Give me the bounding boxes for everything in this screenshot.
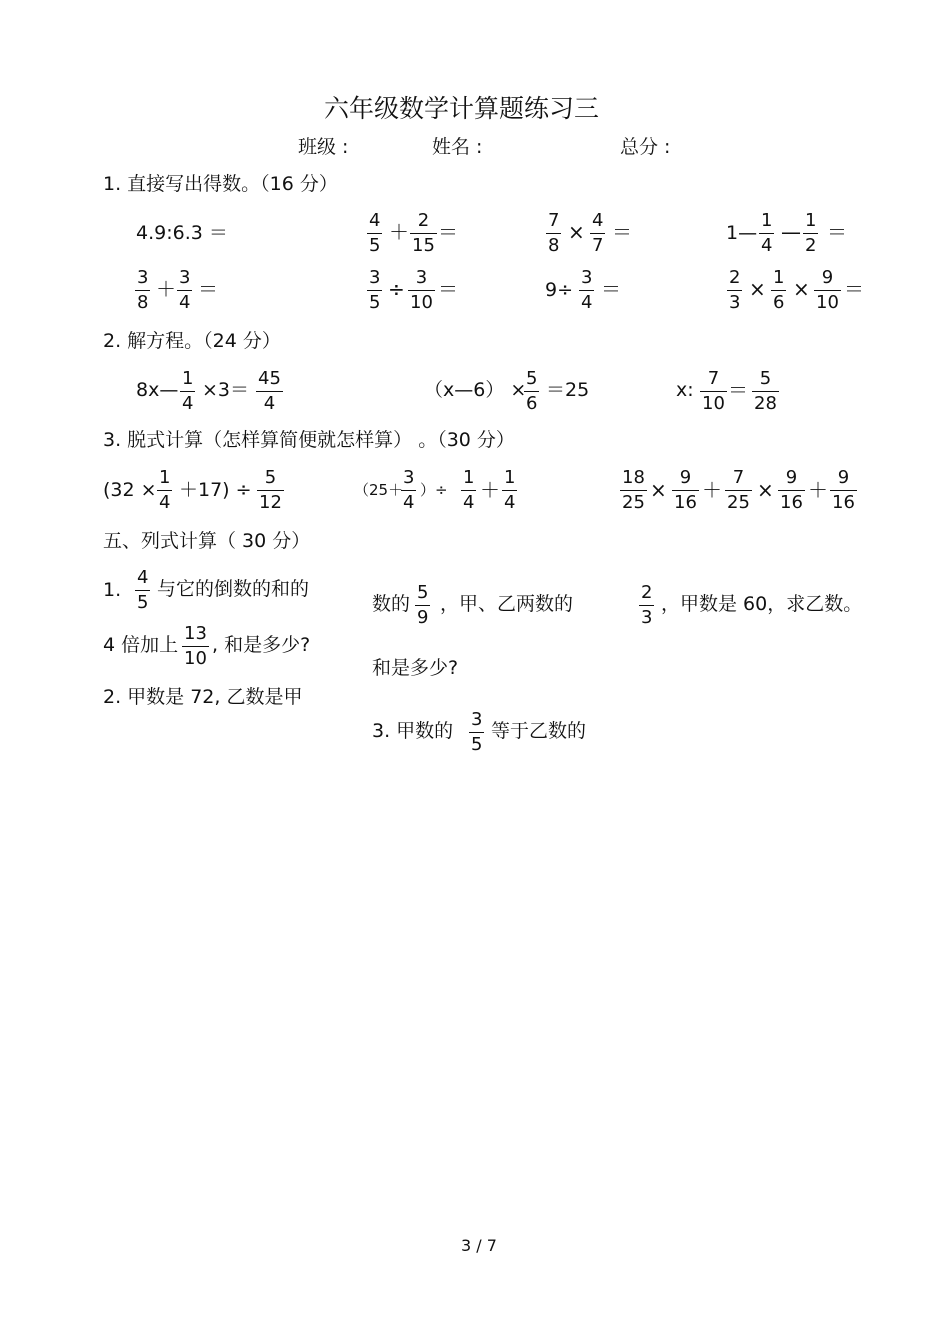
fraction: 3 10 <box>410 267 433 313</box>
fraction: 4 5 <box>137 567 149 613</box>
operator: ＋ <box>808 478 828 502</box>
fraction: 3 5 <box>471 709 483 755</box>
fraction: 5 9 <box>417 582 429 628</box>
fraction: 1 6 <box>773 267 785 313</box>
question-text: 2. 甲数是 72, 乙数是甲 <box>103 686 303 708</box>
section2-heading: 2. 解方程。（24 分） <box>103 330 281 352</box>
fraction: 5 6 <box>526 368 538 414</box>
operator: × <box>568 220 585 244</box>
fraction: 3 4 <box>179 267 191 313</box>
operator: ÷ <box>388 277 405 301</box>
operator: × <box>793 277 810 301</box>
fraction: 7 25 <box>727 467 750 513</box>
fraction: 4 5 <box>369 210 381 256</box>
fraction: 7 10 <box>702 368 725 414</box>
equals-sign: ＝ <box>612 220 632 244</box>
fraction: 5 12 <box>259 467 282 513</box>
fraction: 9 16 <box>780 467 803 513</box>
fraction: 9 10 <box>816 267 839 313</box>
fraction: 2 3 <box>641 582 653 628</box>
section1-heading: 1. 直接写出得数。（16 分） <box>103 173 338 195</box>
fraction: 3 5 <box>369 267 381 313</box>
fraction: 7 8 <box>548 210 560 256</box>
equals-sign: ＝ <box>438 220 458 244</box>
fraction: 18 25 <box>622 467 645 513</box>
fraction: 1 2 <box>805 210 817 256</box>
fraction: 3 4 <box>581 267 593 313</box>
fraction: 1 4 <box>761 210 773 256</box>
question-text: 与它的倒数的和的 <box>157 578 310 600</box>
middle: ）÷ <box>420 481 448 499</box>
equals-sign: ＝ <box>438 277 458 301</box>
question-text: ，甲、乙两数的 <box>440 593 574 615</box>
operator: ＋ <box>480 478 500 502</box>
page-title: 六年级数学计算题练习三 <box>324 94 600 123</box>
problem-1-1: 4.9:6.3 ＝ <box>136 222 228 244</box>
prefix: (32 × <box>103 479 157 501</box>
fraction: 2 15 <box>412 210 435 256</box>
operator: × <box>757 478 774 502</box>
fraction: 1 4 <box>463 467 475 513</box>
question-text: 等于乙数的 <box>491 720 587 742</box>
operator: ＋ <box>702 478 722 502</box>
prefix: x: <box>676 379 694 401</box>
prefix: （25＋ <box>354 481 404 499</box>
equals-sign: ＝ <box>198 277 218 301</box>
operator: × <box>749 277 766 301</box>
question-text: 和是多少? <box>372 657 459 679</box>
fraction: 4 7 <box>592 210 604 256</box>
prefix: 9÷ <box>545 279 574 301</box>
operator: ＋ <box>156 277 176 301</box>
fraction: 2 3 <box>729 267 741 313</box>
fraction: 1 4 <box>159 467 171 513</box>
question-text: 数的 <box>372 593 411 615</box>
equals-sign: ＝ <box>601 277 621 301</box>
fraction: 3 8 <box>137 267 149 313</box>
prefix: 1— <box>726 222 758 244</box>
question-number: 1. <box>103 579 122 601</box>
question-text: ，甲数是 60，求乙数。 <box>661 593 863 615</box>
middle: ×3＝ <box>202 379 250 401</box>
fraction: 13 10 <box>184 623 207 669</box>
fraction: 45 4 <box>258 368 281 414</box>
class-label: 班级 : <box>298 136 349 158</box>
section5-heading: 五、列式计算（ 30 分） <box>103 530 311 552</box>
fraction: 9 16 <box>832 467 855 513</box>
fraction: 5 28 <box>754 368 777 414</box>
equals-sign: ＝ <box>827 220 847 244</box>
fraction: 3 4 <box>403 467 415 513</box>
middle: ＋17) ÷ <box>179 479 252 501</box>
fraction: 1 4 <box>504 467 516 513</box>
operator: ＋ <box>389 220 409 244</box>
fraction: 9 16 <box>674 467 697 513</box>
section3-heading: 3. 脱式计算（怎样算简便就怎样算） 。（30 分） <box>103 429 515 451</box>
question-text: , 和是多少? <box>212 634 311 656</box>
suffix: ＝25 <box>546 379 590 401</box>
prefix: （x—6） × <box>424 379 527 401</box>
page-number: 3 / 7 <box>461 1236 497 1255</box>
prefix: 8x— <box>136 379 179 401</box>
operator: × <box>650 478 667 502</box>
name-label: 姓名 : <box>432 136 483 158</box>
question-text: 4 倍加上 <box>103 634 179 656</box>
fraction: 1 4 <box>182 368 194 414</box>
equals-sign: ＝ <box>728 378 748 402</box>
question-text: 3. 甲数的 <box>372 720 454 742</box>
equals-sign: ＝ <box>844 277 864 301</box>
operator: — <box>781 220 801 244</box>
score-label: 总分 : <box>620 136 671 158</box>
